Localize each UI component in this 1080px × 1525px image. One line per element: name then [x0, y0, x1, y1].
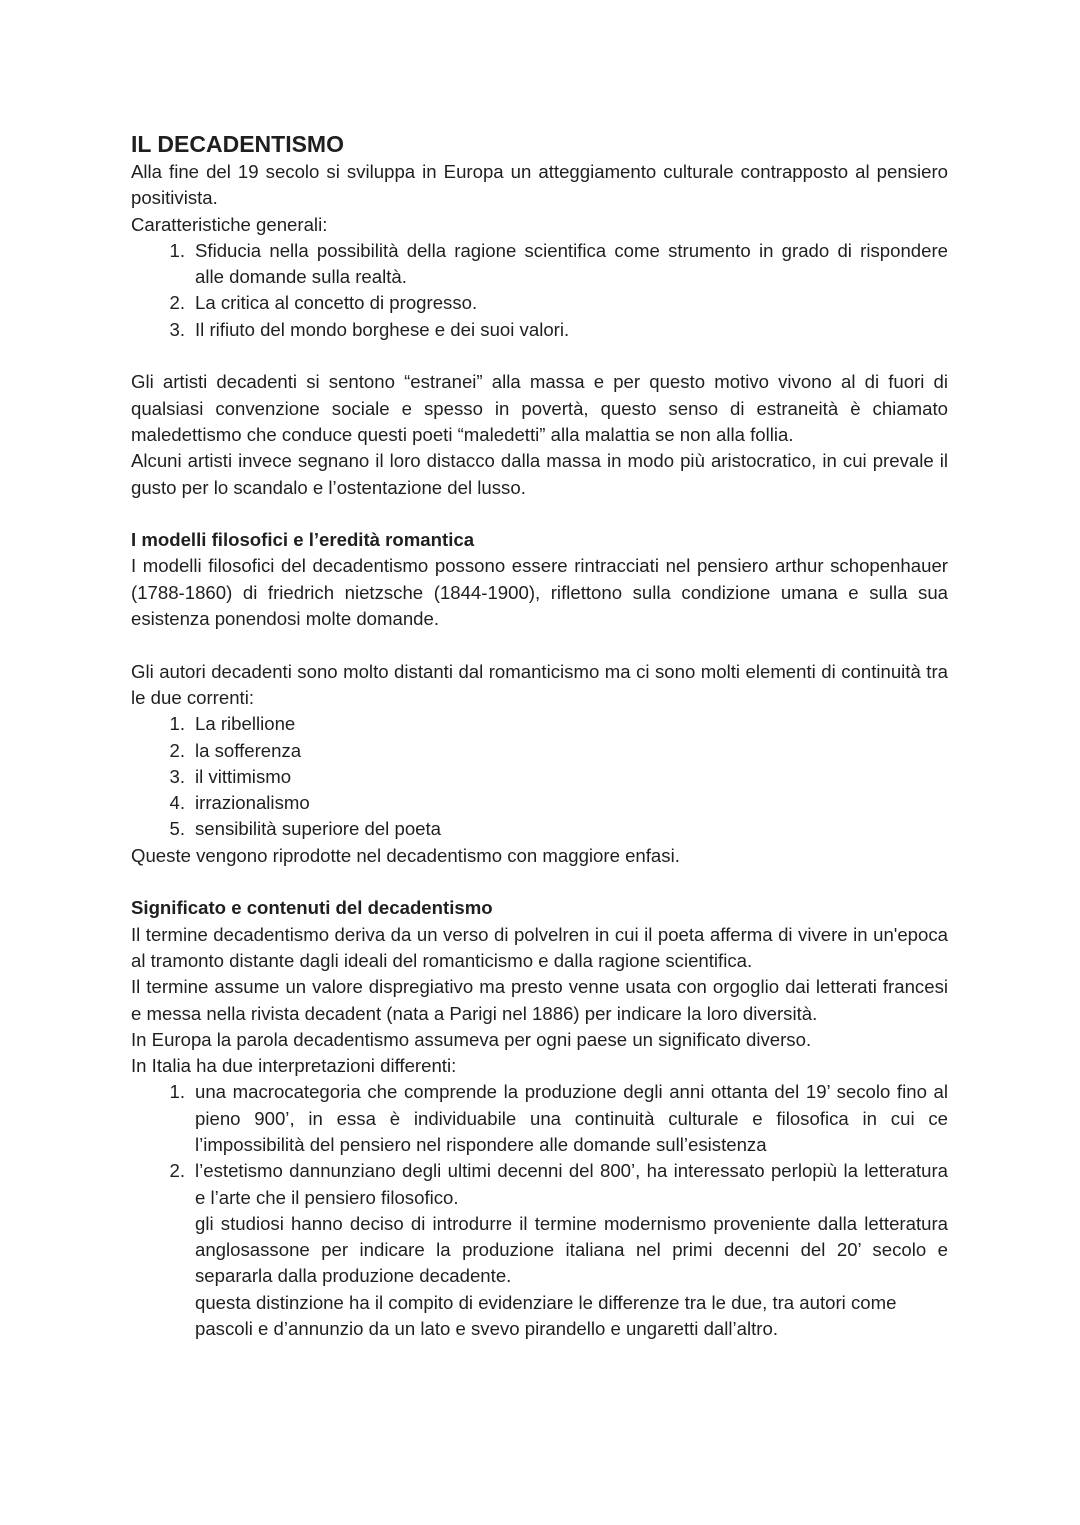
section-heading-meaning: Significato e contenuti del decadentismo: [131, 897, 493, 919]
list-item: 1. La ribellione: [169, 713, 296, 735]
meaning-paragraph-2: Il termine assume un valore dispregiativo ma presto venne usata con orgoglio dai letterati francesi e messa nella rivista decadent (nata a Parigi nel 1886) per indicare la loro diversità.: [131, 976, 948, 1024]
spacer: [131, 632, 948, 658]
list-item-extra: gli studiosi hanno deciso di introdurre il termine modernismo proveniente dalla letteratura anglosassone per indicare la produzione italiana nel primi decenni del 20’ secolo e separarla dalla produzione decadente.: [195, 1212, 948, 1287]
artists-paragraph-2: Alcuni artisti invece segnano il loro distacco dalla massa in modo più aristocratico, in cui prevale il gusto per lo scandalo e l’ostentazione del lusso.: [131, 450, 948, 498]
list-item: 1. una macrocategoria che comprende la produzione degli anni ottanta del 19’ secolo fino al pieno 900’, in essa è individuabile una continuità culturale e filosofica in cui ce l’impossibilità del pensiero nel rispondere alle domande sull’esistenza: [169, 1081, 948, 1155]
models-closing: Queste vengono riprodotte nel decadentismo con maggiore enfasi.: [131, 844, 680, 866]
list-item: 2. la sofferenza: [169, 739, 302, 761]
list-item-extra: questa distinzione ha il compito di evidenziare le differenze tra le due, tra autori come pascoli e d’annunzio da un lato e svevo pirandello e ungaretti dall’altro.: [195, 1291, 897, 1340]
spacer: [131, 869, 948, 895]
meaning-paragraph-1: Il termine decadentismo deriva da un verso di polvelren in cui il poeta afferma di vivere in un'epoca al tramonto distante dagli ideali del romanticismo e dalla ragione scientifica.: [131, 923, 948, 971]
characteristics-list: [131, 238, 948, 343]
meaning-paragraph-3: In Europa la parola decadentismo assumeva per ogni paese un significato diverso.: [131, 1028, 812, 1050]
characteristics-intro: Caratteristiche generali:: [131, 213, 328, 235]
models-paragraph-2: Gli autori decadenti sono molto distanti dal romanticismo ma ci sono molti elementi di continuità tra le due correnti:: [131, 660, 948, 708]
artists-paragraph-1: Gli artisti decadenti si sentono “estranei” alla massa e per questo motivo vivono al di fuori di qualsiasi convenzione sociale e spesso in povertà, questo senso di estraneità è chiamato maledettismo che conduce questi poeti “maledetti” alla malattia se non alla follia.: [131, 371, 948, 445]
list-item: 5. sensibilità superiore del poeta: [169, 818, 442, 840]
meaning-paragraph-4: In Italia ha due interpretazioni differenti:: [131, 1055, 457, 1077]
list-item-text: l’estetismo dannunziano degli ultimi decenni del 800’, ha interessato perlopiù la letteratura e l’arte che il pensiero filosofico.: [195, 1160, 948, 1208]
spacer: [131, 343, 948, 369]
list-item: 4. irrazionalismo: [169, 792, 310, 814]
document-page: [131, 130, 948, 1342]
list-item: 3. il vittimismo: [169, 765, 292, 787]
spacer: [131, 501, 948, 527]
list-item: 3. Il rifiuto del mondo borghese e dei suoi valori.: [169, 318, 570, 340]
list-item: 2. l’estetismo dannunziano degli ultimi decenni del 800’, ha interessato perlopiù la letteratura e l’arte che il pensiero filosofico. gli studiosi hanno deciso di introdurre il termine modernismo proveniente dalla letteratura anglosassone per indicare la produzione italiana nel primi decenni del 20’ secolo e separarla dalla produzione decadente. questa distinzione ha il compito di evidenziare le differenze tra le due, tra autori come pascoli e d’annunzio da un lato e svevo pirandello e ungaretti dall’altro.: [131, 1158, 948, 1342]
interpretations-list: [131, 1079, 948, 1342]
list-item: 2. La critica al concetto di progresso.: [169, 292, 478, 314]
page-title: IL DECADENTISMO: [131, 131, 344, 157]
continuity-list: [131, 711, 948, 842]
models-paragraph-1: I modelli filosofici del decadentismo possono essere rintracciati nel pensiero arthur schopenhauer (1788-1860) di friedrich nietzsche (1844-1900), riflettono sulla condizione umana e sulla sua esistenza ponendosi molte domande.: [131, 555, 948, 630]
list-item: 1. Sfiducia nella possibilità della ragione scientifica come strumento in grado di rispondere alle domande sulla realtà.: [169, 239, 948, 288]
section-heading-models: I modelli filosofici e l’eredità romantica: [131, 529, 475, 551]
intro-paragraph: Alla fine del 19 secolo si sviluppa in Europa un atteggiamento culturale contrapposto al pensiero positivista.: [131, 161, 948, 209]
